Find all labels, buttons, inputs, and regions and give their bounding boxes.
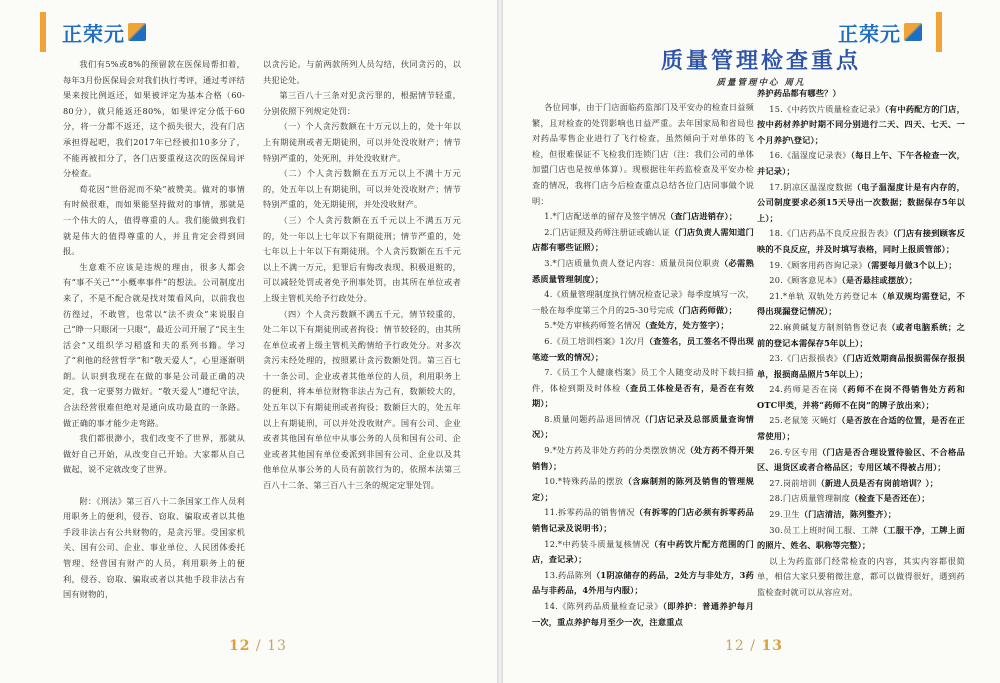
item-emphasis: （检查下是否还在）； [850, 493, 930, 504]
logo-text: 正荣元 [838, 21, 901, 46]
item-emphasis: （每日上午、下午各检查一次，并记录）； [757, 150, 965, 176]
item-text: 28.门店质量管理制度 [769, 493, 851, 504]
item-text: 9.*处方药及非处方药的分类摆放情况 [544, 445, 686, 456]
logo-text: 正荣元 [62, 21, 125, 46]
item-text: 1.*门店配送单的留存及签字情况 [544, 211, 666, 222]
item-text: 27.岗前培训 [769, 477, 817, 488]
brand-logo-left [40, 12, 146, 52]
paragraph: （四）个人贪污数额不满五千元，情节较重的，处二年以下有期徒刑或者拘役；情节较轻的，由其所在单位或者上级主管机关酌情给予行政处分。对多次贪污未经处理的，按照累计贪污数额处罚。第三百七十一条公司、企业或者其他单位的人员，利用职务上的便利，将本单位财物非法占为己有，数额较大的，处五年以下有期徒刑或者拘役；数额巨大的，处五年以上有期徒刑，可以并处没收财产。国有公司、企业或者其他国有单位中从事公务的人员和国有公司、企业或者其他国有单位委派到非国有公司、企业以及其他单位从事公务的人员有前款行为的，依照本法第三百八十二条、第三百八十三条的规定定罪处罚。 [263, 308, 461, 491]
checklist-item [757, 445, 965, 476]
paragraph: （二）个人贪污数额在五万元以上不满十万元的，处五年以上有期徒刑，可以并处没收财产；情节特别严重的，处无期徒刑，并处没收财产。 [263, 168, 461, 210]
page-total: 13 [267, 638, 287, 654]
paragraph: 生意难不应该是违规的理由，很多人都会有“事不关己”“小概率事件”的想法。公司制度出来了，不是不配合就是找对策看风向，以前我也彷徨过，不敢管，也常以“法不责众”来说服自己“睁一只眼闭一只眼”，最近公司开展了“民主生活会”又组织学习稻盛和夫的系列书籍。学习了“利他的经营哲学”和“敬天爱人”，心里逐渐明朗。认识到我现在在做的事是公司最正确的决定，我一定要努力做好。“敬天爱人”遵纪守法，合法经营很难但绝对是通向成功最直的一条路。做正确的事才能少走弯路。 [63, 261, 245, 428]
item-emphasis: （有中药饮片配方范围的门店，查记录）； [532, 538, 754, 565]
page-total: 12 [725, 638, 745, 654]
checklist-item [757, 507, 965, 523]
item-text: 21.*单轨 双轨处方药登记本 [769, 290, 879, 301]
checklist-item [757, 554, 965, 601]
item-emphasis: （需要每月做3个以上）； [866, 259, 957, 270]
item-emphasis: （新进人员是否有岗前培训？）； [816, 477, 939, 488]
item-emphasis: （工服干净，工牌上面的照片、姓名、职称等完整）； [757, 524, 965, 551]
item-emphasis: （查签名，员工签名不得出现笔迹一致的情况）； [532, 335, 754, 362]
checklist-item [532, 318, 754, 334]
checklist-item [757, 180, 965, 227]
item-text: 19.《顾客用药咨询记录》 [769, 259, 867, 270]
item-text: 25.老鼠笼 灭蝇灯 [769, 415, 838, 426]
item-text: 30.员工上班时间工服、工牌 [769, 524, 879, 535]
item-emphasis: （门店负责人需知道门店都有哪些证照）； [532, 226, 754, 253]
checklist-item [532, 225, 754, 256]
item-text: 15.《中药饮片质量检查记录》 [769, 103, 885, 114]
checklist-item [757, 273, 965, 289]
checklist-item [757, 86, 965, 102]
checklist-item [757, 102, 965, 149]
item-emphasis: （门店清洁，陈列整齐）； [799, 509, 897, 520]
item-emphasis: （必需熟悉质量管理制度）； [532, 257, 754, 284]
checklist-item [532, 505, 754, 536]
checklist-item [757, 413, 965, 444]
checklist-item [532, 334, 754, 365]
item-emphasis: （药师不在岗不得销售处方药和OTC甲类，并将“药师不在岗”的牌子放出来）； [757, 384, 965, 410]
item-text: 11.拆零药品的销售情况 [544, 507, 635, 518]
item-emphasis: （是否悬挂或摆放）； [841, 275, 918, 286]
item-text: 5.*处方审核药师签名情况 [544, 320, 641, 331]
checklist-item [532, 412, 754, 443]
checklist-item [757, 148, 965, 179]
paragraph: 荀花因“世俗泥而不染”被赞美。做对的事情有时候很难，而如果能坚持做对的事情，那就是一个伟大的人，值得尊重的人。我们能做到我们就是伟大的值得尊重的人，并且肯定会得到回报。 [63, 183, 245, 257]
item-text: 7.《员工个人健康档案》员工个人随变动及时下载扫描件，体检到期及时体检 [532, 367, 754, 393]
checklist-item [757, 382, 965, 413]
checklist-item [532, 474, 754, 505]
item-emphasis: （门店记录及总部质量查询情况）； [532, 413, 754, 440]
item-emphasis: （或者电脑系统；之前的登记本需保存5年以上）； [757, 321, 965, 348]
item-text: 2.门店证照及药师注册证或确认证 [544, 226, 671, 237]
item-text: 29.卫生 [769, 509, 800, 520]
checklist-item [757, 258, 965, 274]
checklist-item [532, 443, 754, 474]
checklist-item [532, 256, 754, 287]
right-page [503, 0, 1000, 683]
item-text: 22.麻黄碱复方制剂销售登记表 [769, 321, 888, 332]
checklist-item [532, 599, 754, 630]
item-emphasis: （查处方，处方签字）； [640, 320, 729, 331]
item-emphasis: （门店有接到顾客反映的不良反应，并及时填写表格，同时上报质管部）； [757, 228, 965, 254]
item-text: 20.《顾客意见本》 [769, 275, 842, 286]
checklist-item [757, 523, 965, 554]
page-number-right [725, 638, 783, 654]
paragraph: （一）个人贪污数额在十万元以上的，处十年以上有期徒刑或者无期徒刑，可以并处没收财产；情节特别严重的，处死刑，并处没收财产。 [263, 121, 461, 163]
item-emphasis: （有中药配方的门店，按中药材养护时期不同分别进行二天、四天、七天、一个月养护\登记）； [757, 103, 965, 145]
item-text: 6.《员工培训档案》1次/月 [544, 335, 645, 346]
item-emphasis: （1阴凉储存的药品，2处方与非处方，3药品与非药品，4外用与内服）； [532, 569, 754, 596]
item-text: 4.《质量管理制度执行情况检查记录》每季度填写一次，一般在每季度第三个月的25-30号完成 [532, 289, 754, 315]
page-number-left [229, 638, 287, 654]
checklist-item [757, 491, 965, 507]
page-separator: / [744, 638, 762, 654]
item-emphasis: （门店是否合理设置待验区、不合格品区、退货区或者合格品区；专用区域不得被占用）； [757, 446, 966, 473]
checklist-item [757, 226, 965, 257]
paragraph: 我们有5%或8%的预留款在医保局帮扣着，每年3月份医保局会对我们执行考评，通过考评结果来按比例返还，如果被评定为基本合格（60-80分），就只能返还80%，如果评定分低于60分，将一分都不返还，这个损失很大，没有门店承担得起吧，我们2017年已经被扣10多分了，不能再被扣分了，各门店要重视这次的医保局评分检查。 [63, 59, 245, 179]
paragraph: （三）个人贪污数额在五千元以上不满五万元的，处一年以上七年以下有期徒刑；情节严重的，处七年以上十年以下有期徒刑。个人贪污数额在五千元以上不满一万元，犯罪后有悔改表现、积极退赃的，可以减轻处罚或者免予刑事处罚，由其所在单位或者上级主管机关给予行政处分。 [263, 214, 461, 303]
item-text: 3.*门店质量负责人登记内容：质量员岗位职责 [544, 257, 720, 268]
item-text: 8.质量问题药品退回情况 [544, 413, 641, 424]
item-text: 24.药师是否在岗 [769, 384, 839, 395]
page-current: 13 [761, 638, 783, 654]
item-emphasis: （单双规均需登记，不得出现漏登记情况）； [757, 290, 965, 317]
checklist-item [532, 365, 754, 412]
item-text: 13.药品陈列 [544, 569, 592, 580]
item-emphasis: （即养护：普通养护每月一次，重点养护每月至少一次，注意重点 [532, 601, 754, 627]
article-author: 质量管理中心 周凡 [716, 78, 806, 88]
item-emphasis: （查门店进销存）； [665, 211, 738, 222]
item-text: 23.《门店报损表》 [769, 353, 843, 364]
paragraph: 我们都很渺小，我们改变不了世界，那就从做好自己开始，从改变自己开始。大家都从自己做起，说不定就改变了世界。 [63, 433, 245, 475]
checklist-item [532, 568, 754, 599]
item-text: 12.*中药装斗质量复核情况 [544, 538, 650, 549]
logo-mark-icon [904, 23, 922, 41]
item-emphasis: （门店药师做）； [674, 304, 738, 315]
item-emphasis: 养护药品都有哪些？） [757, 88, 841, 98]
item-text: 10.*特殊药品的摆放 [544, 476, 624, 487]
checklist-item [757, 476, 965, 492]
checklist-item [532, 100, 754, 209]
item-text: 26.专区专用 [769, 446, 818, 457]
logo-bar-icon [40, 12, 46, 52]
article-title: 质量管理检查重点 [660, 48, 861, 74]
right-column-2 [757, 86, 965, 601]
item-text: 各位同事，由于门店面临药监部门及平安办的检查日益频繁，且对检查的处罚影响也日益严重。去年国家局和省局也对药品零售企业进行了飞行检查，虽然倾向于对单体的飞检，但很难保证不飞检我们连锁门店（注：我们公司的单体加盟门店也是按单体算）。现根据往年药监检查及平安办检查的情况，我将门店今后检查重点总结各位门店同事做个说明： [532, 102, 754, 206]
paragraph: 附：《刑法》第三百八十二条国家工作人员利用职务上的便利，侵吞、窃取、骗取或者以其他手段非法占有公共财物的，是贪污罪。受国家机关、国有公司、企业、事业单位、人民团体委托管理、经营国有财产的人员，利用职务上的便利，侵吞、窃取、骗取或者以其他手段非法占有国有财物的， [63, 495, 245, 600]
left-page [0, 0, 497, 683]
checklist-item [532, 537, 754, 568]
paragraph: 以贪污论。与前两款所列人员勾结，伙同贪污的，以共犯论处。 [263, 59, 461, 85]
right-column-1 [532, 100, 754, 630]
item-text: 16.《温湿度记录表》 [769, 150, 851, 161]
checklist-item [532, 209, 754, 225]
item-emphasis: （是否放在合适的位置，是否在正常使用）； [757, 415, 965, 442]
checklist-item [757, 320, 965, 351]
item-emphasis: （处方药不得开架销售）； [532, 445, 754, 471]
item-text: 以上为药监部门经常检查的内容，其实内容都很简单，相信大家只要稍微注意，都可以做得很好，遇到药监检查时就可以从容应对。 [757, 555, 965, 597]
checklist-item [757, 351, 965, 382]
item-text: 18.《门店药品不良反应报告表》 [769, 228, 893, 239]
paragraph: 第三百八十三条对犯贪污罪的，根据情节轻重，分别依照下列规定处罚： [263, 90, 461, 116]
left-column-1 [63, 57, 245, 603]
item-emphasis: （有拆零的门店必须有拆零药品销售记录及说明书）； [532, 507, 754, 534]
page-current: 12 [229, 638, 251, 654]
item-emphasis: （查员工体检是否有，是否在有效期）； [532, 382, 754, 409]
item-text: 14.《陈列药品质量检查记录》 [544, 601, 663, 611]
checklist-item [757, 289, 965, 320]
logo-bar-icon [936, 12, 942, 52]
logo-mark-icon [128, 23, 146, 41]
checklist-item [532, 287, 754, 318]
left-column-2 [263, 57, 461, 494]
item-emphasis: （电子温湿度计是有内存的，公司制度要求必须15天导出一次数据；数据保存5年以上）； [757, 181, 965, 223]
item-emphasis: （门店近效期商品报损需保存报损单，报损商品照片5年以上）； [757, 353, 965, 379]
page-separator: / [250, 638, 268, 654]
item-emphasis: （含麻制剂的陈列及销售的管理规定）； [532, 476, 754, 502]
item-text: 17.阴凉区温湿度数据 [769, 181, 853, 192]
